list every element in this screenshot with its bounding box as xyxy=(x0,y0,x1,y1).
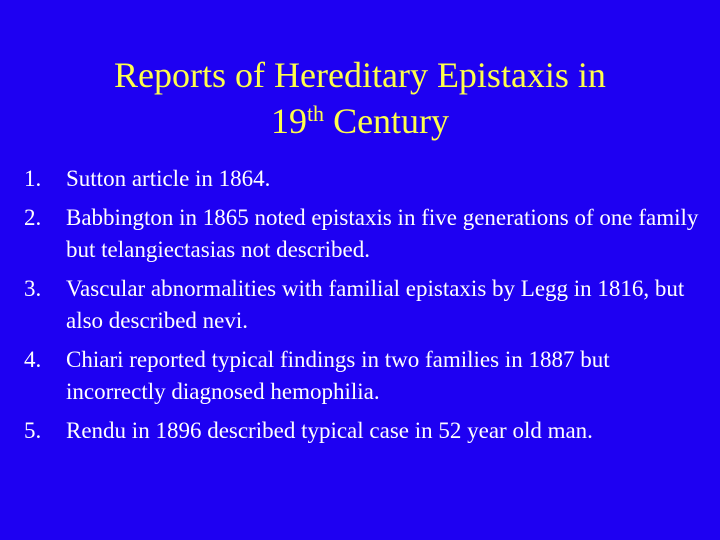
list-item-text: Sutton article in 1864. xyxy=(66,166,271,191)
list-item xyxy=(0,163,720,195)
list-item-number: 4. xyxy=(24,347,42,372)
title-ordinal-suffix: th xyxy=(306,101,325,126)
list-item-number: 2. xyxy=(24,205,42,230)
list-item xyxy=(0,202,720,266)
title-century-word: Century xyxy=(324,101,450,141)
title-line-2 xyxy=(0,98,720,149)
reports-list xyxy=(0,163,720,454)
list-item-text: Rendu in 1896 described typical case in 52 year old man. xyxy=(66,418,593,443)
list-item-text: Chiari reported typical findings in two families in 1887 but incorrectly diagnosed hemophilia. xyxy=(66,347,610,404)
list-item-number: 1. xyxy=(24,166,42,191)
list-item xyxy=(0,344,720,408)
title-line-1: Reports of Hereditary Epistaxis in xyxy=(114,55,606,95)
title-century-number: 19 xyxy=(270,101,307,141)
list-item-text: Vascular abnormalities with familial epistaxis by Legg in 1816, but also described nevi. xyxy=(66,276,685,333)
list-item-number: 3. xyxy=(24,276,42,301)
list-item-number: 5. xyxy=(24,418,42,443)
list-item xyxy=(0,273,720,337)
list-item xyxy=(0,415,720,447)
list-item-text: Babbington in 1865 noted epistaxis in five generations of one family but telangiectasias not described. xyxy=(66,205,699,262)
slide-title xyxy=(0,52,720,149)
